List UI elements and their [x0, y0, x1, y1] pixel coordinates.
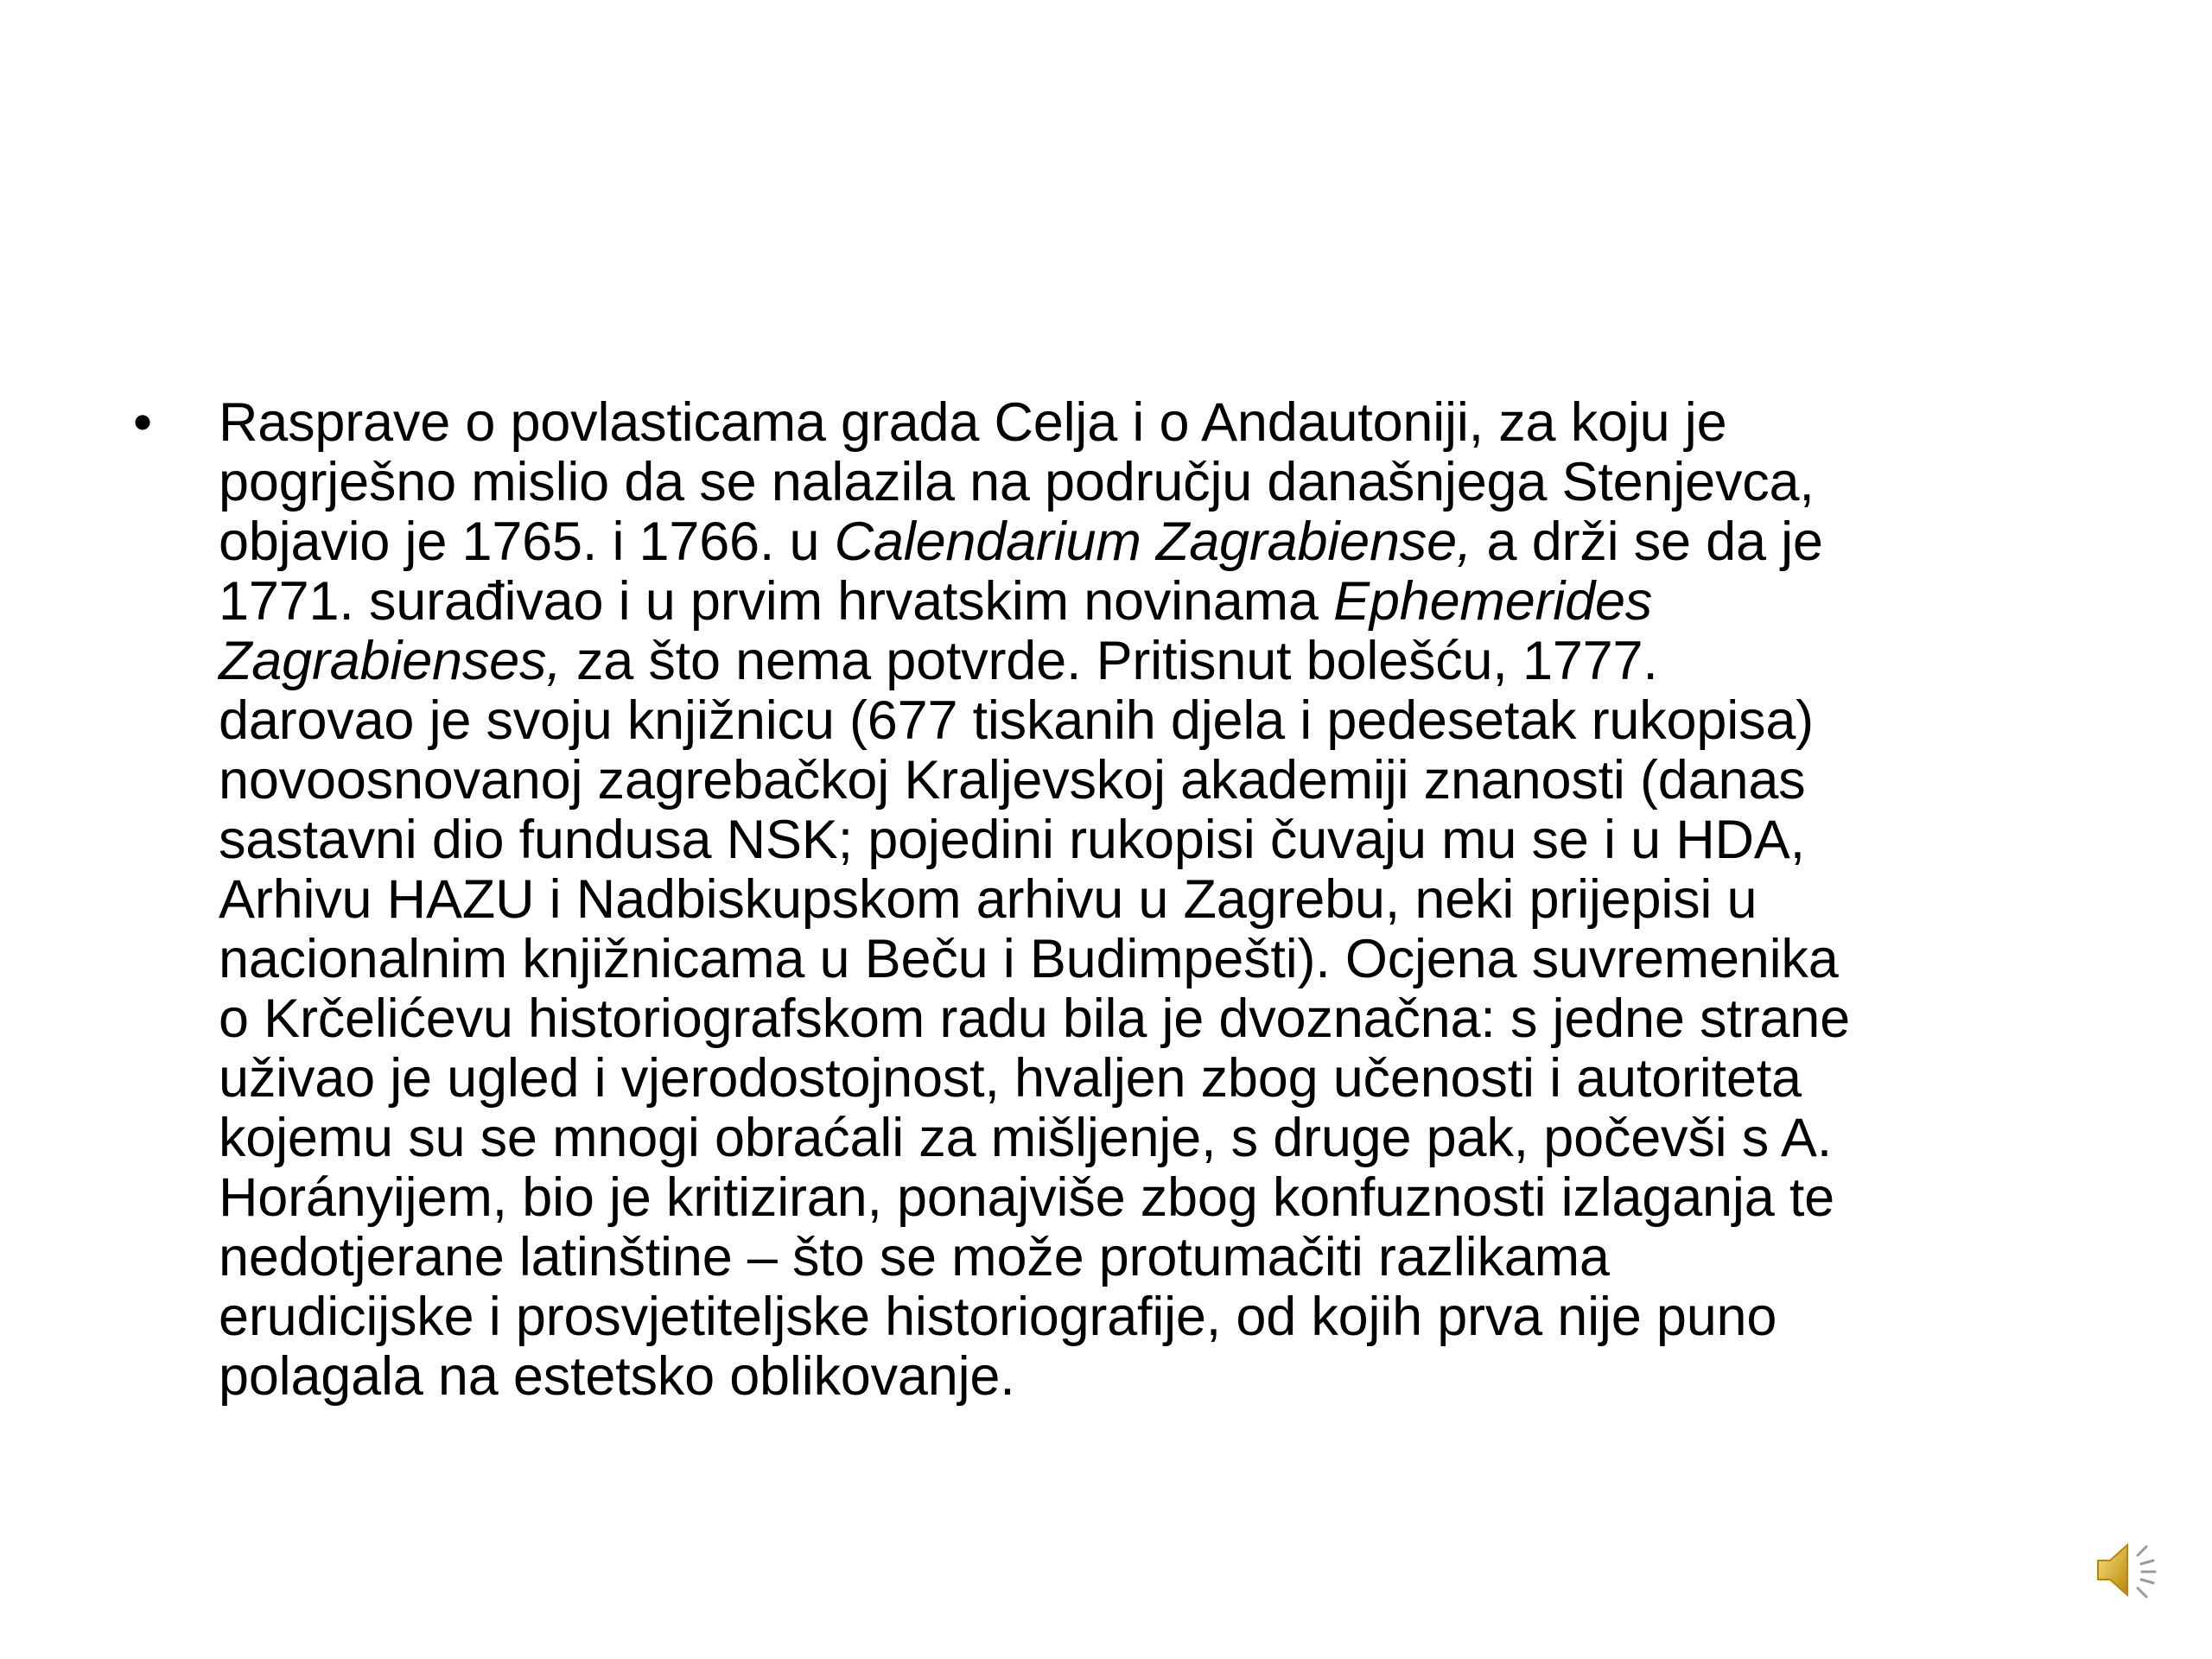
text-segment: erudicijske i prosvjetiteljske historiografije, od kojih prva nije puno: [219, 1287, 1777, 1347]
text-segment: uživao je ugled i vjerodostojnost, hvaljen zbog učenosti i autoriteta: [219, 1048, 1802, 1109]
text-line: [219, 751, 2117, 810]
bullet-item: [130, 393, 2117, 1407]
italic-title: Calendarium Zagrabiense,: [834, 512, 1472, 572]
text-segment: sastavni dio fundusa NSK; pojedini rukopisi čuvaju mu se i u HDA,: [219, 810, 1805, 870]
text-line: [219, 930, 2117, 989]
text-segment: za što nema potvrde. Pritisnut bolešću, 1777.: [561, 631, 1658, 691]
text-line: [219, 1287, 2117, 1347]
bullet-marker: •: [133, 392, 152, 453]
text-line: [219, 989, 2117, 1049]
text-segment: Rasprave o povlasticama grada Celja i o Andautoniji, za koju je: [219, 392, 1727, 453]
italic-title: Zagrabienses,: [219, 631, 562, 691]
sound-waves: [2138, 1547, 2155, 1597]
text-segment: nacionalnim knjižnicama u Beču i Budimpešti). Ocjena suvremenika: [219, 929, 1839, 989]
text-segment: a drži se da je: [1471, 512, 1823, 572]
text-segment: darovao je svoju knjižnicu (677 tiskanih djela i pedesetak rukopisa): [219, 690, 1814, 751]
text-line: [219, 810, 2117, 870]
text-segment: nedotjerane latinštine – što se može protumačiti razlikama: [219, 1227, 1610, 1287]
text-line: [219, 1049, 2117, 1109]
speaker-icon[interactable]: [2089, 1531, 2167, 1609]
text-segment: polagala na estetsko oblikovanje.: [219, 1346, 1015, 1407]
text-line: [219, 1347, 2117, 1407]
text-segment: Arhivu HAZU i Nadbiskupskom arhivu u Zagrebu, neki prijepisi u: [219, 869, 1758, 930]
text-segment: kojemu su se mnogi obraćali za mišljenje, s druge pak, počevši s A.: [219, 1108, 1833, 1168]
text-line: [219, 691, 2117, 751]
text-line: [219, 1109, 2117, 1168]
text-segment: o Krčelićevu historiografskom radu bila je dvoznačna: s jedne strane: [219, 988, 1850, 1049]
text-line: [219, 453, 2117, 512]
italic-title: Ephemerides: [1333, 571, 1653, 632]
text-segment: novoosnovanoj zagrebačkoj Kraljevskoj akademiji znanosti (danas: [219, 750, 1806, 810]
text-line: [219, 393, 2117, 453]
bullet-text: [219, 393, 2117, 1407]
text-line: [219, 572, 2117, 632]
slide-body: [130, 393, 2117, 1407]
text-segment: pogrješno mislio da se nalazila na području današnjega Stenjevca,: [219, 452, 1815, 512]
text-line: [219, 512, 2117, 572]
text-segment: objavio je 1765. i 1766. u: [219, 512, 835, 572]
text-segment: 1771. surađivao i u prvim hrvatskim novinama: [219, 571, 1334, 632]
text-line: [219, 1228, 2117, 1287]
text-line: [219, 632, 2117, 691]
text-line: [219, 1168, 2117, 1228]
text-line: [219, 870, 2117, 930]
text-segment: Horányijem, bio je kritiziran, ponajviše zbog konfuznosti izlaganja te: [219, 1167, 1834, 1228]
speaker-body: [2098, 1545, 2127, 1595]
